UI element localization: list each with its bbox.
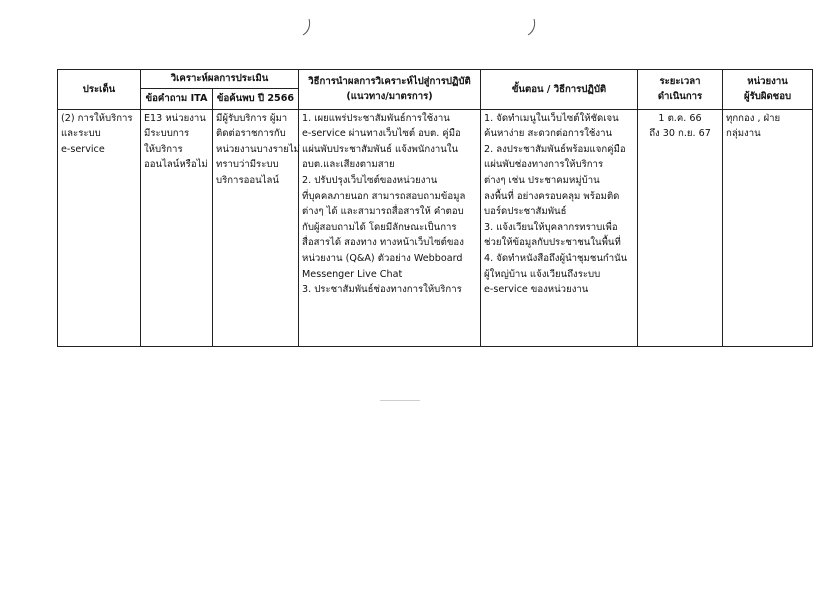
cell-unit	[723, 109, 813, 346]
table-row	[58, 109, 813, 346]
cell-line: e-service ผ่านทางเว็บไซต์ อบต. คู่มือ	[302, 128, 461, 140]
cell-line: 1. เผยแพร่ประชาสัมพันธ์การใช้งาน	[302, 112, 450, 124]
cell-line: 1 ต.ค. 66	[658, 112, 702, 124]
cell-line: มีผู้รับบริการ ผู้มา	[216, 112, 288, 124]
cell-line: อบต.และเสียงตามสาย	[302, 159, 395, 171]
cell-line: ที่บุคคลภายนอก สามารถสอบถามข้อมูล	[302, 190, 466, 202]
cell-line: หน่วยงาน (Q&A) ตัวอย่าง Webboard	[302, 252, 463, 264]
header-steps: ขั้นตอน / วิธีการปฏิบัติ	[481, 70, 638, 110]
scan-artifact	[380, 400, 420, 401]
cell-ita-question	[141, 109, 213, 346]
cell-line: แผ่นพับช่องทางการให้บริการ	[484, 159, 604, 171]
cell-steps	[481, 109, 638, 346]
cell-line: 1. จัดทำเมนูในเว็บไซต์ให้ชัดเจน	[484, 112, 619, 124]
cell-line: ต่างๆ เช่น ประชาคมหมู่บ้าน	[484, 174, 600, 186]
cell-line: 3. แจ้งเวียนให้บุคลากรทราบเพื่อ	[484, 221, 618, 233]
cell-line: ช่วยให้ข้อมูลกับประชาชนในพื้นที่	[484, 237, 621, 249]
cell-line: ผู้ใหญ่บ้าน แจ้งเวียนถึงระบบ	[484, 268, 601, 280]
cell-line: ลงพื้นที่ อย่างครอบคลุม พร้อมติด	[484, 190, 620, 202]
cell-line: ถึง 30 ก.ย. 67	[649, 128, 711, 140]
cell-line: e-service ของหน่วยงาน	[484, 284, 589, 296]
cell-line: กลุ่มงาน	[726, 128, 761, 140]
cell-line: กับผู้สอบถามได้ โดยมีลักษณะเป็นการ	[302, 221, 457, 233]
header-duration-line1: ระยะเวลา	[659, 75, 701, 87]
cell-findings	[213, 109, 299, 346]
cell-line: E13 หน่วยงาน	[144, 112, 206, 124]
header-approach	[299, 70, 481, 110]
cell-line: บริการออนไลน์	[216, 174, 279, 186]
header-approach-line2: (แนวทาง/มาตรการ)	[346, 91, 433, 103]
cell-line: ทุกกอง , ฝ่าย	[726, 112, 781, 124]
cell-line: ออนไลน์หรือไม่	[144, 159, 208, 171]
cell-line: ต่างๆ ได้ และสามารถสื่อสารให้ คำตอบ	[302, 206, 464, 218]
header-unit-line1: หน่วยงาน	[747, 75, 788, 87]
cell-line: ติดต่อราชการกับ	[216, 128, 286, 140]
cell-approach	[299, 109, 481, 346]
header-unit	[723, 70, 813, 110]
cell-issue	[58, 109, 141, 346]
cell-line: 3. ประชาสัมพันธ์ช่องทางการให้บริการ	[302, 284, 462, 296]
cell-line: 2. ปรับปรุงเว็บไซต์ของหน่วยงาน	[302, 174, 438, 186]
cell-line: บอร์ดประชาสัมพันธ์	[484, 206, 567, 218]
cell-line: ค้นหาง่าย สะดวกต่อการใช้งาน	[484, 128, 613, 140]
cell-line: มีระบบการ	[144, 128, 190, 140]
header-analysis: วิเคราะห์ผลการประเมิน	[141, 70, 299, 89]
header-duration	[638, 70, 723, 110]
header-approach-line1: วิธีการนำผลการวิเคราะห์ไปสู่การปฏิบัติ	[308, 75, 471, 87]
header-duration-line2: ดำเนินการ	[657, 91, 703, 103]
header-issue: ประเด็น	[58, 70, 141, 110]
cell-line: หน่วยงานบางรายไม่	[216, 143, 300, 155]
header-ita-question: ข้อคำถาม ITA	[141, 88, 213, 109]
cell-line: (2) การให้บริการ	[61, 112, 133, 124]
action-plan-table	[57, 69, 813, 347]
punch-hole-mark	[302, 18, 312, 36]
cell-line: e-service	[61, 143, 105, 155]
header-findings: ข้อค้นพบ ปี 2566	[213, 88, 299, 109]
cell-line: ทราบว่ามีระบบ	[216, 159, 279, 171]
cell-line: สื่อสารได้ สองทาง ทางหน้าเว็บไซต์ของ	[302, 237, 464, 249]
cell-line: 2. ลงประชาสัมพันธ์พร้อมแจกคู่มือ	[484, 143, 626, 155]
header-unit-line2: ผู้รับผิดชอบ	[743, 91, 792, 103]
punch-hole-mark	[527, 18, 537, 36]
cell-duration	[638, 109, 723, 346]
cell-line: และระบบ	[61, 128, 101, 140]
cell-line: Messenger Live Chat	[302, 268, 403, 280]
cell-line: ให้บริการ	[144, 143, 183, 155]
cell-line: 4. จัดทำหนังสือถึงผู้นำชุมชนกำนัน	[484, 252, 628, 264]
cell-line: แผ่นพับประชาสัมพันธ์ แจ้งพนักงานใน	[302, 143, 459, 155]
